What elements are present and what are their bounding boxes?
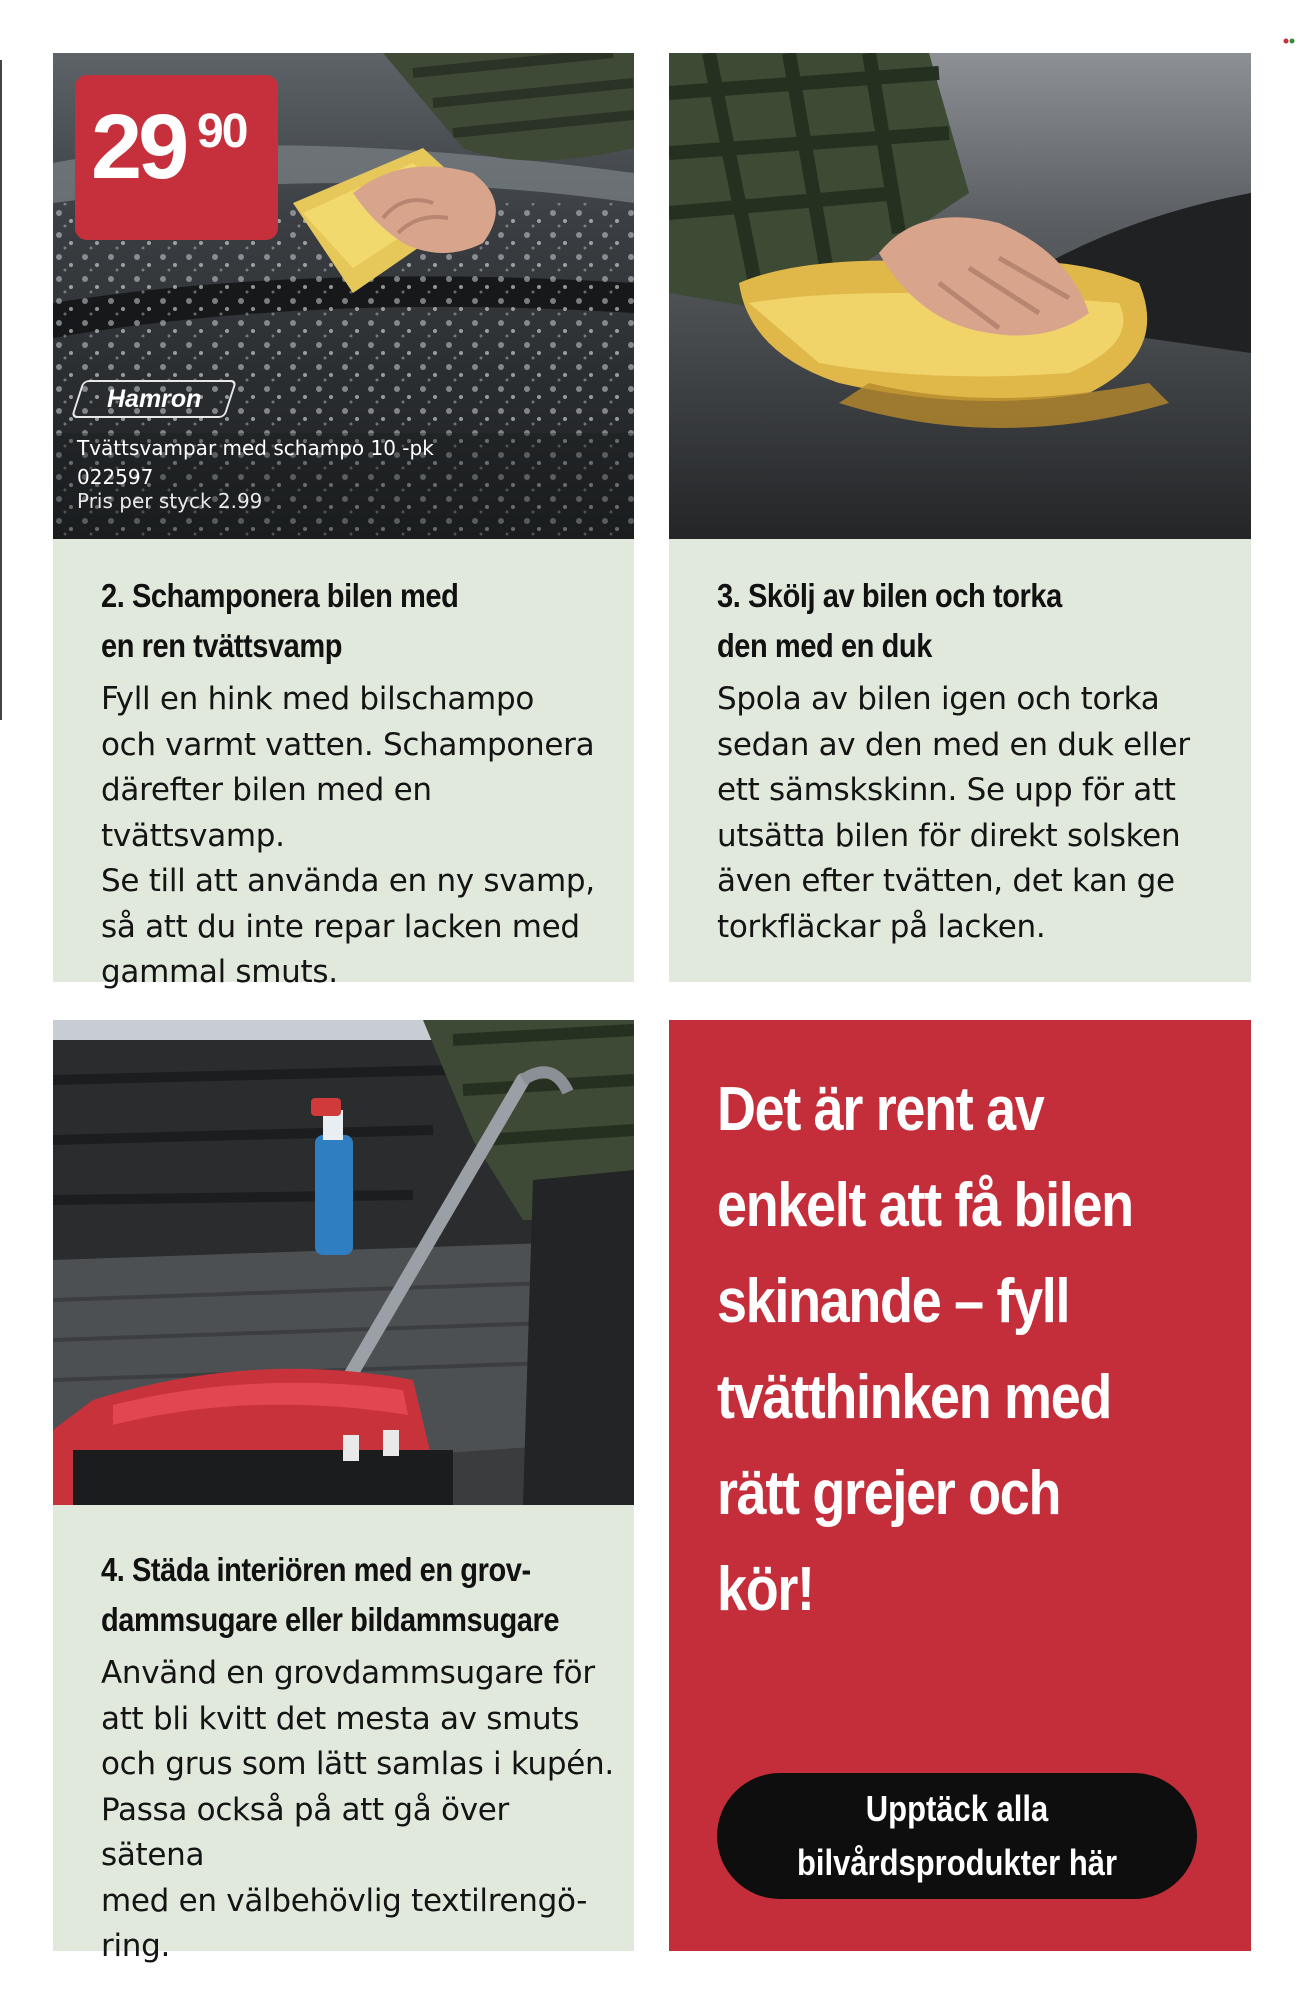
car-dry-illustration xyxy=(669,53,1251,539)
promo-headline-line: enkelt att få bilen xyxy=(717,1171,1133,1240)
step-3-body-line: Spola av bilen igen och torka xyxy=(717,681,1160,717)
promo-headline-line: Det är rent av xyxy=(717,1075,1044,1144)
brand-logo xyxy=(71,380,237,418)
unit-price: Pris per styck 2.99 xyxy=(77,489,263,513)
step-2-body-line: gammal smuts. xyxy=(101,954,338,990)
step-3-body-line: ett sämskskinn. Se upp för att xyxy=(717,772,1176,808)
step-2-title-line2: en ren tvättsvamp xyxy=(101,627,343,664)
step-3-title-line2: den med en duk xyxy=(717,627,932,664)
step-2-body-line: och varmt vatten. Schamponera xyxy=(101,726,595,763)
sponge-wash-photo xyxy=(53,53,634,539)
cta-label xyxy=(751,1773,1164,1890)
promo-headline xyxy=(717,1062,1169,1638)
price-whole: 29 xyxy=(91,96,186,198)
brand-mark-icon xyxy=(1283,36,1295,46)
step-3-title xyxy=(717,571,1291,671)
step-3-card xyxy=(669,539,1251,982)
promo-headline-line: rätt grejer och kör! xyxy=(717,1459,1061,1624)
step-2-body-line: Se till att använda en ny svamp, xyxy=(101,863,595,899)
step-2-title-line1: 2. Schamponera bilen med xyxy=(101,577,459,614)
step-4-body-line: Passa också på att gå över sätena xyxy=(101,1791,509,1873)
product-name: Tvättsvampar med schampo 10 -pk xyxy=(77,436,434,460)
step-2-body-line: därefter bilen med en tvättsvamp. xyxy=(101,772,432,854)
step-4-title-line2: dammsugare eller bildammsugare xyxy=(101,1601,560,1638)
promo-headline-line: tvätthinken med xyxy=(717,1363,1112,1432)
step-3-body-line: sedan av den med en duk eller xyxy=(717,726,1190,763)
step-4-body xyxy=(101,1651,614,1970)
discover-products-button[interactable] xyxy=(717,1773,1197,1899)
cta-line1: Upptäck alla xyxy=(865,1788,1049,1829)
article-number: 022597 xyxy=(77,465,154,489)
step-4-card xyxy=(53,1505,634,1964)
step-3-body-line: utsätta bilen för direkt solsken xyxy=(717,817,1181,854)
chamois-dry-photo xyxy=(669,53,1251,539)
cta-line2: bilvårdsprodukter här xyxy=(796,1842,1118,1883)
step-2-body-line: Fyll en hink med bilschampo xyxy=(101,681,534,717)
step-2-body xyxy=(101,677,614,996)
price-decimal: 90 xyxy=(197,105,247,158)
step-4-title-line1: 4. Städa interiören med en grov- xyxy=(101,1551,531,1588)
step-4-body-line: att bli kvitt det mesta av smuts xyxy=(101,1700,580,1737)
step-4-title xyxy=(101,1545,674,1645)
brand-name: Hamron xyxy=(106,385,202,413)
page-edge-rule xyxy=(0,60,2,720)
step-2-card xyxy=(53,539,634,990)
step-2-body-line: så att du inte repar lacken med xyxy=(101,908,580,945)
step-4-body-line: med en välbehövlig textilrengö- xyxy=(101,1882,588,1919)
step-4-body-line: ring. xyxy=(101,1928,171,1964)
vacuum-interior-photo xyxy=(53,1020,634,1505)
step-2-title xyxy=(101,571,674,671)
step-4-body-line: Använd en grovdammsugare för xyxy=(101,1655,595,1691)
step-3-title-line1: 3. Skölj av bilen och torka xyxy=(717,577,1062,614)
step-3-body-line: även efter tvätten, det kan ge xyxy=(717,863,1175,899)
vacuum-illustration xyxy=(53,1020,634,1505)
step-4-body-line: och grus som lätt samlas i kupén. xyxy=(101,1746,614,1782)
promo-panel xyxy=(669,1020,1251,1951)
step-3-body xyxy=(717,677,1231,950)
promo-headline-line: skinande – fyll xyxy=(717,1267,1070,1336)
price-badge xyxy=(75,75,278,240)
step-3-body-line: torkfläckar på lacken. xyxy=(717,908,1046,945)
